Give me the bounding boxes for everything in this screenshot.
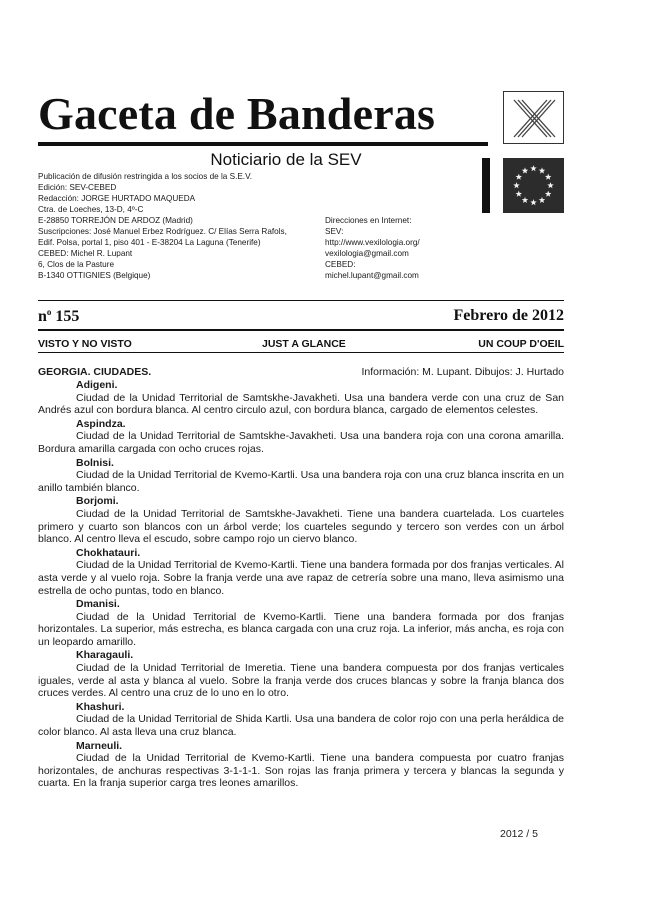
entry-name: Chokhatauri.	[76, 546, 141, 559]
pubinfo-line: 6, Clos de la Pasture	[38, 260, 115, 269]
entry-name: Dmanisi.	[76, 598, 120, 611]
pubinfo-line: Ctra. de Loeches, 13-D, 4º-C	[38, 205, 144, 214]
entry-name: Bolnisi.	[76, 456, 114, 469]
entry-text: Ciudad de la Unidad Territorial de Kvemo-Kartli. Tiene una bandera compuesta por cuatro franjas horizontales, de anchuras respectivas 3-1-1-1. Son rojas las franja primera y tercera y blancas la segunda y cuarta. En la franja superior carga tres leones amarillos.	[38, 752, 564, 790]
issue-number-value: 155	[51, 308, 80, 325]
issue-number	[38, 307, 79, 326]
divider	[38, 352, 564, 353]
list-item	[38, 740, 564, 790]
entry-name: Borjomi.	[76, 495, 119, 508]
pubinfo-line: Publicación de difusión restringida a los socios de la S.E.V.	[38, 172, 253, 181]
masthead-title: Gaceta de Banderas	[38, 88, 436, 139]
star-icon	[516, 174, 522, 180]
star-icon	[545, 191, 551, 197]
section-label-fr: UN COUP D'OEIL	[478, 338, 564, 350]
internet-line: SEV:	[325, 227, 344, 236]
entry-name: Marneuli.	[76, 739, 123, 752]
pubinfo-line: E-28850 TORREJÓN DE ARDOZ (Madrid)	[38, 216, 193, 225]
list-item	[38, 495, 564, 545]
entry-name: Khashuri.	[76, 700, 125, 713]
entry-text: Ciudad de la Unidad Territorial de Samtskhe-Javakheti. Usa una bandera roja con una corona amarilla. Bordura amarilla cargada con ocho cruces rojas.	[38, 430, 564, 455]
article-title: GEORGIA. CIUDADES.	[38, 366, 152, 378]
entry-text: Ciudad de la Unidad Territorial de Imeretia. Tiene una bandera compuesta por dos franjas verticales iguales, verde al asta y blanca al vuelo. Sobre la franja verde dos cruces blancas y sobre la franja blanca dos cruces verdes. Al centro una cruz de lo uno en lo otro.	[38, 662, 564, 700]
pubinfo-line: CEBED: Michel R. Lupant	[38, 249, 133, 258]
masthead-rule	[38, 142, 488, 146]
star-icon	[522, 197, 528, 203]
divider	[38, 329, 564, 331]
publication-info	[38, 171, 293, 281]
entry-text: Ciudad de la Unidad Territorial de Samtskhe-Javakheti. Usa una bandera verde con una cruz de San Andrés azul con bordura blanca. Al centro circulo azul, con bordura blanca, cargado de elementos celestes.	[38, 391, 564, 417]
entry-text: Ciudad de la Unidad Territorial de Kvemo-Kartli. Tiene una bandera formada por dos franjas verticales. Al asta verde y al vuelo roja. Sobre la franja verde una ave rapaz de cetrería sobre una mano, lleva asimismo una estrella de ocho puntas, todo en blanco.	[38, 559, 564, 597]
entry-text: Ciudad de la Unidad Territorial de Samtskhe-Javakheti. Tiene una bandera cuartelada. Los cuarteles primero y cuarto son blancos con un árbol verde; los cuarteles segundo y tercero son verdes con un árbol blanco. Al centro lleva el escudo, sobre campo rojo un ciervo blanco.	[38, 507, 564, 546]
star-icon	[539, 167, 545, 173]
pubinfo-line: Redacción: JORGE HURTADO MAQUEDA	[38, 194, 196, 203]
list-item	[38, 457, 564, 495]
internet-email[interactable]: vexilologia@gmail.com	[325, 249, 409, 258]
entry-name: Adigeni.	[76, 379, 118, 391]
pubinfo-subscriptions: Suscripciones: José Manuel Erbez Rodríguez. C/ Elías Serra Rafols, Edif. Polsa, portal 1, piso 401 - E-38204 La Laguna (Tenerife)	[38, 227, 287, 247]
eu-flag-icon	[503, 158, 564, 213]
pubinfo-line: Edición: SEV-CEBED	[38, 183, 117, 192]
list-item	[38, 547, 564, 597]
star-icon	[522, 167, 528, 173]
section-label-en: JUST A GLANCE	[262, 338, 346, 350]
entry-text: Ciudad de la Unidad Territorial de Kvemo-Kartli. Usa una bandera roja con una cruz blanca inscrita en un anillo también blanco.	[38, 469, 564, 494]
internet-addresses	[325, 215, 475, 281]
decorative-bar	[482, 158, 490, 213]
star-icon	[513, 182, 519, 188]
list-item	[38, 598, 564, 648]
entry-text: Ciudad de la Unidad Territorial de Kvemo-Kartli. Tiene una bandera formada por dos franjas horizontales. La superior, más estrecha, es blanca cargada con una cruz roja. La inferior, más ancha, es roja con un leopardo amarillo.	[38, 610, 564, 648]
list-item	[38, 701, 564, 739]
society-logo-icon	[503, 91, 564, 144]
issue-number-prefix: n	[38, 308, 47, 325]
star-icon	[530, 165, 536, 171]
internet-link[interactable]: http://www.vexilologia.org/	[325, 238, 420, 247]
star-icon	[545, 174, 551, 180]
article-entries	[38, 378, 564, 790]
star-icon	[539, 197, 545, 203]
star-icon	[530, 199, 536, 205]
star-icon	[547, 182, 553, 188]
list-item	[38, 418, 564, 456]
star-icon	[516, 191, 522, 197]
list-item	[38, 649, 564, 699]
section-label-es: VISTO Y NO VISTO	[38, 338, 132, 350]
issue-number-sup: o	[46, 307, 52, 317]
internet-heading: Direcciones en Internet:	[325, 216, 412, 225]
entry-text: Ciudad de la Unidad Territorial de Shida Kartli. Usa una bandera de color rojo con una perla heráldica de color blanco. Al asta lleva una cruz blanca.	[38, 713, 564, 739]
entry-name: Kharagauli.	[76, 649, 134, 662]
list-item	[38, 379, 564, 417]
pubinfo-line: B-1340 OTTIGNIES (Belgique)	[38, 271, 151, 280]
article-credits: Información: M. Lupant. Dibujos: J. Hurtado	[361, 366, 564, 378]
page-number: 2012 / 5	[500, 828, 538, 840]
internet-line: CEBED:	[325, 260, 356, 269]
issue-date: Febrero de 2012	[453, 307, 564, 324]
entry-name: Aspindza.	[76, 417, 126, 430]
internet-email[interactable]: michel.lupant@gmail.com	[325, 271, 419, 280]
divider	[38, 300, 564, 301]
masthead-subtitle: Noticiario de la SEV	[210, 150, 362, 169]
